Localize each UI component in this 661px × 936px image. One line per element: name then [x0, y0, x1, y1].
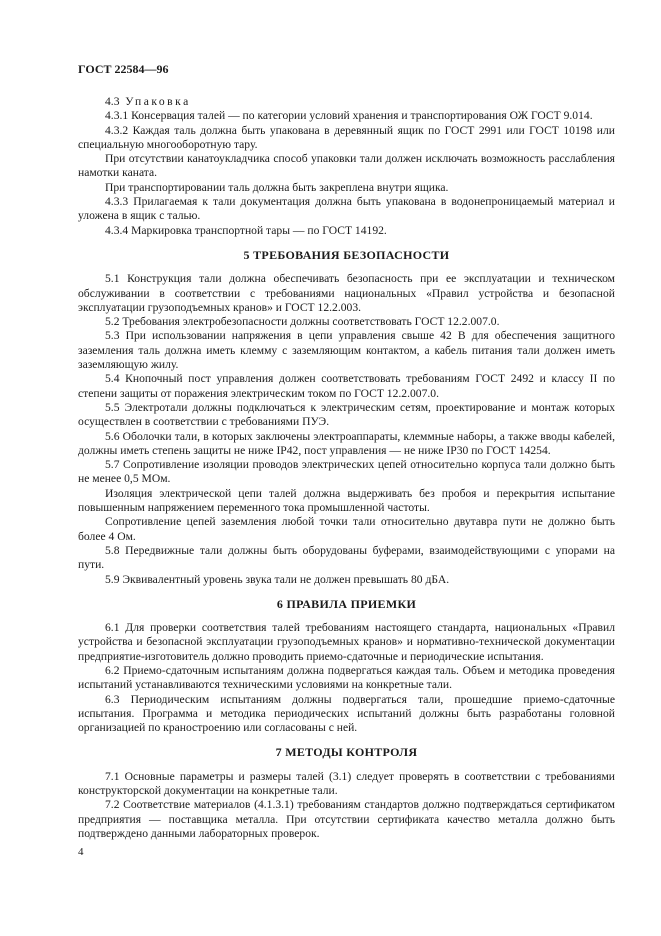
paragraph: При отсутствии канатоукладчика способ упаковки тали должен исключать возможность расслабления намотки каната.: [78, 152, 615, 180]
paragraph: 6.1 Для проверки соответствия талей требованиям настоящего стандарта, национальных «Правил устройства и безопасной эксплуатации грузоподъемных кранов» и нормативно-технической документации предприятие-изготовитель должно проводить приемо-сдаточные и периодические испытания.: [78, 621, 615, 663]
section-heading: 6 ПРАВИЛА ПРИЕМКИ: [276, 596, 417, 611]
paragraph: 6.3 Периодическим испытаниям должны подвергаться тали, прошедшие приемо-сдаточные испытания. Программа и методика периодических испытаний должны быть разработаны головной организацией по краностроению или согласованы с ней.: [78, 692, 615, 735]
paragraph: 5.6 Оболочки тали, в которых заключены электроаппараты, клеммные наборы, а также вводы кабелей, должны иметь степень защиты не ниже IP42, пост управления — не ниже IP30 по ГОСТ 14254.: [78, 429, 615, 457]
paragraph: 5.5 Электротали должны подключаться к электрическим сетям, проектирование и монтаж которых осуществлен в соответствии с требованиями ПУЭ.: [78, 400, 615, 429]
standard-header: ГОСТ 22584—96: [78, 62, 169, 76]
paragraph: 5.9 Эквивалентный уровень звука тали не должен превышать 80 дБА.: [105, 572, 450, 586]
paragraph: Изоляция электрической цепи талей должна выдерживать без пробоя и перекрытия испытание повышенным напряжением переменного тока промышленной частоты.: [78, 486, 615, 515]
paragraph: 4.3.1 Консервация талей — по категории условий хранения и транспортирования ОЖ ГОСТ 9.014.: [105, 109, 593, 123]
subsection-title: [78, 95, 615, 109]
page-number: 4: [78, 846, 84, 858]
paragraph: 5.3 При использовании напряжения в цепи управления свыше 42 В для обеспечения защитного заземления таль должна иметь клемму с заземляющим контактом, а кабель питания тали должен иметь заземляющую жилу.: [78, 329, 615, 372]
paragraph: Сопротивление цепей заземления любой точки тали относительно двутавра пути не должно быть более 4 Ом.: [78, 515, 615, 543]
section-heading: 7 МЕТОДЫ КОНТРОЛЯ: [275, 745, 418, 760]
paragraph: 5.7 Сопротивление изоляции проводов электрических цепей относительно корпуса тали должно быть не менее 0,5 МОм.: [78, 458, 615, 486]
paragraph: 7.2 Соответствие материалов (4.1.3.1) требованиям стандартов должно подтверждаться сертификатом предприятия — поставщика металла. При отсутствии сертификата качество металла должно быть подтверждено данными лабораторных проверок.: [78, 798, 615, 840]
paragraph: 7.1 Основные параметры и размеры талей (3.1) следует проверять в соответствии с требованиями конструкторской документации на конкретные тали.: [78, 769, 615, 798]
paragraph: 4.3.3 Прилагаемая к тали документация должна быть упакована в водонепроницаемый материал и уложена в ящик с талью.: [78, 195, 615, 223]
paragraph: 4.3.2 Каждая таль должна быть упакована в деревянный ящик по ГОСТ 2991 или ГОСТ 10198 или специальную многооборотную тару.: [78, 123, 615, 151]
paragraph: 5.1 Конструкция тали должна обеспечивать безопасность при ее эксплуатации и техническом обслуживании в соответствии с требованиями национальных «Правил устройства и безопасной эксплуатации грузоподъемных кранов» и ГОСТ 12.2.003.: [78, 272, 615, 314]
paragraph: 5.4 Кнопочный пост управления должен соответствовать требованиям ГОСТ 2492 и классу II по степени защиты от поражения электрическим током по ГОСТ 12.2.007.0.: [78, 372, 615, 400]
paragraph: 4.3.4 Маркировка транспортной тары — по ГОСТ 14192.: [105, 223, 387, 237]
paragraph: При транспортировании таль должна быть закреплена внутри ящика.: [105, 180, 449, 194]
subsection-number: 4.3: [105, 95, 120, 108]
subsection-title-text: Упаковка: [125, 95, 191, 108]
paragraph: 5.8 Передвижные тали должны быть оборудованы буферами, взаимодействующими с упорами на пути.: [78, 543, 615, 572]
section-heading: 5 ТРЕБОВАНИЯ БЕЗОПАСНОСТИ: [243, 247, 450, 262]
paragraph: 5.2 Требования электробезопасности должны соответствовать ГОСТ 12.2.007.0.: [105, 315, 500, 329]
page-content: [78, 95, 615, 841]
paragraph: 6.2 Приемо-сдаточным испытаниям должна подвергаться каждая таль. Объем и методика проведения испытаний устанавливаются техническими условиями на конкретные тали.: [78, 663, 615, 692]
